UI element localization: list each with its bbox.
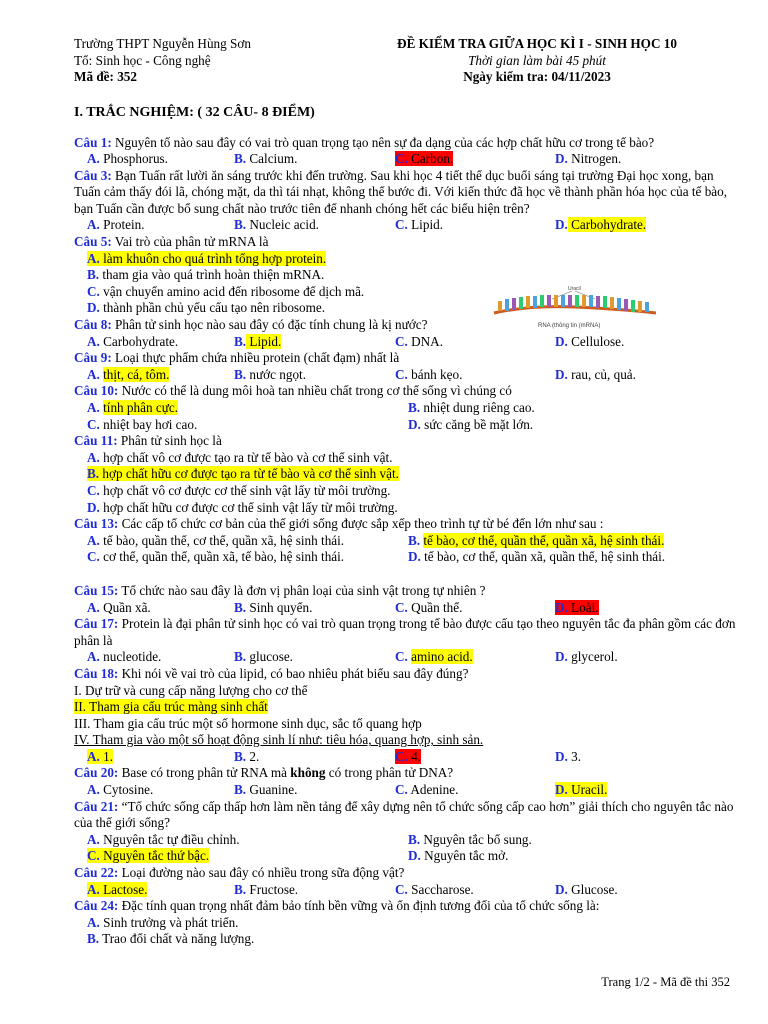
option-b[interactable]: Guanine. (249, 782, 298, 798)
question-17: Câu 17: Protein là đại phân tử sinh học có vai trò quan trọng trong tế bào được cấu tạo theo nguyên tắc đa phân gồm các đơn phân là (74, 616, 736, 648)
options-q8: A. Carbohydrate. B. Lipid. C. DNA. D. Cellulose. (87, 333, 625, 349)
option-b[interactable]: Sinh quyển. (249, 599, 313, 615)
question-11: Câu 11: Phân tử sinh học là (74, 433, 222, 449)
option-a[interactable]: tế bào, quần thể, cơ thể, quần xã, hệ sinh thái. (103, 532, 345, 548)
options-q3: A. Protein. B. Nucleic acid. C. Lipid. D. Carbohydrate. (87, 217, 647, 233)
question-9: Câu 9: Loại thực phẩm chứa nhiều protein (chất đạm) nhất là (74, 350, 400, 366)
option-a[interactable]: Cytosine. (103, 782, 154, 798)
option-b[interactable]: B. tham gia vào quá trình hoàn thiện mRNA. (87, 267, 325, 283)
option-a[interactable]: A. làm khuôn cho quá trình tổng hợp protein. (87, 250, 327, 266)
option-c[interactable]: nhiệt bay hơi cao. (103, 416, 198, 432)
option-c[interactable]: Saccharose. (411, 881, 474, 897)
option-b[interactable]: nhiệt dung riêng cao. (423, 400, 535, 415)
option-c[interactable]: bánh kẹo. (411, 366, 463, 382)
question-1 (74, 135, 738, 152)
option-c[interactable]: C. hợp chất vô cơ được cơ thể sinh vật lấy từ môi trường. (87, 482, 391, 498)
statement-2: II. Tham gia cấu trúc màng sinh chất (74, 699, 268, 715)
option-d[interactable]: Cellulose. (571, 333, 625, 349)
option-a[interactable]: A. hợp chất vô cơ được tạo ra từ tế bào và cơ thể sinh vật. (87, 449, 393, 465)
option-b[interactable]: glucose. (249, 649, 293, 665)
options-q13-row2: C. cơ thể, quần thể, quần xã, tế bào, hệ sinh thái. D. tế bào, cơ thể, quần xã, quần thể, hệ sinh thái. (87, 549, 666, 565)
duration: Thời gian làm bài 45 phút (468, 52, 606, 68)
options-q15: A. Quần xã. B. Sinh quyển. C. Quần thể. D. Loài. (87, 599, 599, 615)
options-q1: A. Phosphorus. B. Calcium. C. Carbon. D. Nitrogen. (87, 151, 622, 167)
option-b-highlighted[interactable]: Lipid. (246, 334, 281, 349)
exam-title: ĐỀ KIỂM TRA GIỮA HỌC KÌ I - SINH HỌC 10 (397, 36, 677, 51)
option-a[interactable]: Nguyên tắc tự điều chỉnh. (103, 831, 240, 847)
options-q10-row1: A. tính phân cực. B. nhiệt dung riêng cao. (87, 400, 535, 415)
statement-1: I. Dự trữ và cung cấp năng lượng cho cơ thể (74, 682, 308, 698)
question-18: Câu 18: Khi nói về vai trò của lipid, có bao nhiêu phát biểu sau đây đúng? (74, 665, 469, 681)
option-a[interactable]: A. Sinh trưởng và phát triển. (87, 914, 239, 930)
section-title: I. TRẮC NGHIỆM: ( 32 CÂU- 8 ĐIỂM) (74, 104, 315, 120)
option-a-highlighted[interactable]: A. Lactose. (87, 881, 148, 897)
option-c[interactable]: DNA. (411, 333, 443, 349)
option-d[interactable]: D. hợp chất hữu cơ được cơ thể sinh vật lấy từ môi trường. (87, 499, 398, 515)
option-a[interactable]: nucleotide. (103, 649, 162, 665)
option-d-highlighted[interactable]: D. Uracil. (555, 782, 608, 798)
option-b[interactable]: Nguyên tắc bổ sung. (423, 831, 532, 847)
option-b-highlighted[interactable]: B. hợp chất hữu cơ được tạo ra từ tế bào và cơ thể sinh vật. (87, 466, 399, 482)
uracil-label: Uracil (568, 286, 581, 292)
option-d[interactable]: glycerol. (571, 649, 618, 665)
header-row-2 (74, 53, 738, 70)
page-footer: Trang 1/2 - Mã đề thi 352 (601, 975, 730, 989)
question-3: Câu 3: Bạn Tuấn rất lười ăn sáng trước khi đến trường. Sau khi học 4 tiết thể dục buổi sáng tại trường Đại học xong, bạn Tuấn cảm thấy đói lã, chóng mặt, da thì tái nhạt, không thể bước đi. Với kiến thức đã học về thành phần hóa học của tế bào, bạn Tuấn cần được bổ sung chất nào trước tiên để nhanh chóng hết các biểu hiện trên? (74, 167, 728, 216)
option-d-highlighted-red[interactable]: D. Loài. (555, 599, 599, 615)
question-15: Câu 15: Tổ chức nào sau đây là đơn vị phân loại của sinh vật trong tự nhiên ? (74, 582, 486, 598)
option-d[interactable]: Nitrogen. (571, 151, 622, 167)
option-d[interactable]: rau, củ, quả. (571, 366, 636, 382)
option-b[interactable]: Nucleic acid. (249, 217, 319, 233)
option-d[interactable]: sức căng bề mặt lớn. (424, 416, 534, 432)
option-c-highlighted[interactable]: amino acid. (411, 649, 473, 665)
mrna-caption: RNA (thông tin (mRNA) (538, 323, 601, 329)
option-a-highlighted[interactable]: thịt, cá, tôm. (103, 366, 170, 382)
question-24: Câu 24: Đặc tính quan trọng nhất đảm bảo tính bền vững và ổn định tương đối của tổ chức sống là: (74, 898, 600, 914)
option-c-highlighted-red[interactable]: C. 4. (395, 748, 422, 764)
option-d[interactable]: D. thành phần chủ yếu cấu tạo nên ribosome. (87, 300, 326, 316)
option-a[interactable]: Phosphorus. (103, 151, 168, 167)
question-20: Câu 20: Base có trong phân tử RNA mà không có trong phân tử DNA? (74, 765, 454, 781)
question-number: Câu 1: (74, 134, 112, 150)
exam-date: Ngày kiểm tra: 04/11/2023 (463, 69, 611, 84)
option-b[interactable]: 2. (249, 748, 260, 764)
option-d[interactable]: Nguyên tắc mở. (424, 848, 509, 864)
question-10: Câu 10: Nước có thể là dung môi hoà tan nhiều chất trong cơ thể sống vì chúng có (74, 383, 512, 399)
school-name: Trường THPT Nguyễn Hùng Sơn (74, 36, 251, 51)
header-row-1 (74, 36, 738, 53)
options-q18: A. 1. B. 2. C. 4. D. 3. (87, 748, 582, 764)
option-b[interactable]: nước ngọt. (249, 366, 306, 382)
option-c-highlighted[interactable]: C. Nguyên tắc thứ bậc. (87, 848, 210, 864)
statement-3: III. Tham gia cấu trúc một số hormone sinh dục, sắc tố quang hợp (74, 715, 422, 731)
mrna-figure (490, 283, 660, 331)
header-row-3 (74, 69, 738, 86)
options-q9: A. thịt, cá, tôm. B. nước ngọt. C. bánh kẹo. D. rau, củ, quả. (87, 366, 636, 382)
question-text: Nguyên tố nào sau đây có vai trò quan trọng tạo nên sự đa dạng của các hợp chất hữu cơ trong tế bào? (111, 134, 655, 150)
option-d-highlighted[interactable]: Carbohydrate. (568, 217, 646, 232)
option-c[interactable]: C. vận chuyển amino acid đến ribosome để dịch mã. (87, 283, 365, 299)
options-q13-row1: A. tế bào, quần thể, cơ thể, quần xã, hệ sinh thái. B. tế bào, cơ thể, quần thể, quần xã, hệ sinh thái. (87, 532, 665, 548)
option-d[interactable]: tế bào, cơ thể, quần xã, quần thể, hệ sinh thái. (424, 549, 666, 565)
option-a-highlighted[interactable]: tính phân cực. (103, 400, 179, 415)
option-c[interactable]: Quần thể. (411, 599, 463, 615)
question-22: Câu 22: Loại đường nào sau đây có nhiều trong sữa động vật? (74, 865, 405, 881)
exam-page (74, 36, 738, 948)
options-q22: A. Lactose. B. Fructose. C. Saccharose. D. Glucose. (87, 881, 618, 897)
question-21: Câu 21: “Tổ chức sống cấp thấp hơn làm nền tảng để xây dựng nên tổ chức sống cấp cao hơn” giải thích cho nguyên tắc nào của thế giới sống? (74, 798, 734, 831)
department: Tổ: Sinh học - Công nghệ (74, 52, 211, 68)
options-q10-row2: C. nhiệt bay hơi cao. D. sức căng bề mặt lớn. (87, 416, 534, 432)
option-a-highlighted[interactable]: A. 1. (87, 748, 114, 764)
exam-code: Mã đề: 352 (74, 69, 137, 84)
option-c[interactable]: Lipid. (411, 217, 443, 233)
options-q17: A. nucleotide. B. glucose. C. amino acid. D. glycerol. (87, 649, 618, 665)
question-8: Câu 8: Phân tử sinh học nào sau đây có đặc tính chung là kị nước? (74, 317, 428, 333)
options-q20: A. Cytosine. B. Guanine. C. Adenine. D. Uracil. (87, 782, 608, 798)
option-b[interactable]: B. Trao đổi chất và năng lượng. (87, 931, 255, 947)
option-a[interactable]: Protein. (103, 217, 145, 233)
question-13: Câu 13: Các cấp tổ chức cơ bản của thế giới sống được sắp xếp theo trình tự từ bé đến lớn như sau : (74, 516, 604, 532)
option-a[interactable]: Quần xã. (103, 599, 151, 615)
option-a[interactable]: Carbohydrate. (103, 333, 179, 349)
option-b-highlighted[interactable]: tế bào, cơ thể, quần thể, quần xã, hệ sinh thái. (423, 532, 665, 548)
option-c-highlighted-red[interactable]: Carbon. (411, 151, 454, 167)
option-b[interactable]: Fructose. (249, 881, 299, 897)
options-q21-row1: A. Nguyên tắc tự điều chỉnh. B. Nguyên tắc bổ sung. (87, 831, 532, 847)
option-c[interactable]: cơ thể, quần thể, quần xã, tế bào, hệ sinh thái. (103, 549, 345, 565)
option-c[interactable]: Adenine. (410, 782, 459, 798)
question-5: Câu 5: Vai trò của phân tử mRNA là (74, 234, 269, 250)
option-b[interactable]: Calcium. (249, 151, 298, 167)
option-d[interactable]: 3. (571, 748, 582, 764)
option-d[interactable]: Glucose. (571, 881, 618, 897)
statement-4: IV. Tham gia vào một số hoạt động sinh lí như: tiêu hóa, quang hợp, sinh sản. (74, 732, 484, 748)
options-q21-row2: C. Nguyên tắc thứ bậc. D. Nguyên tắc mở. (87, 848, 509, 864)
